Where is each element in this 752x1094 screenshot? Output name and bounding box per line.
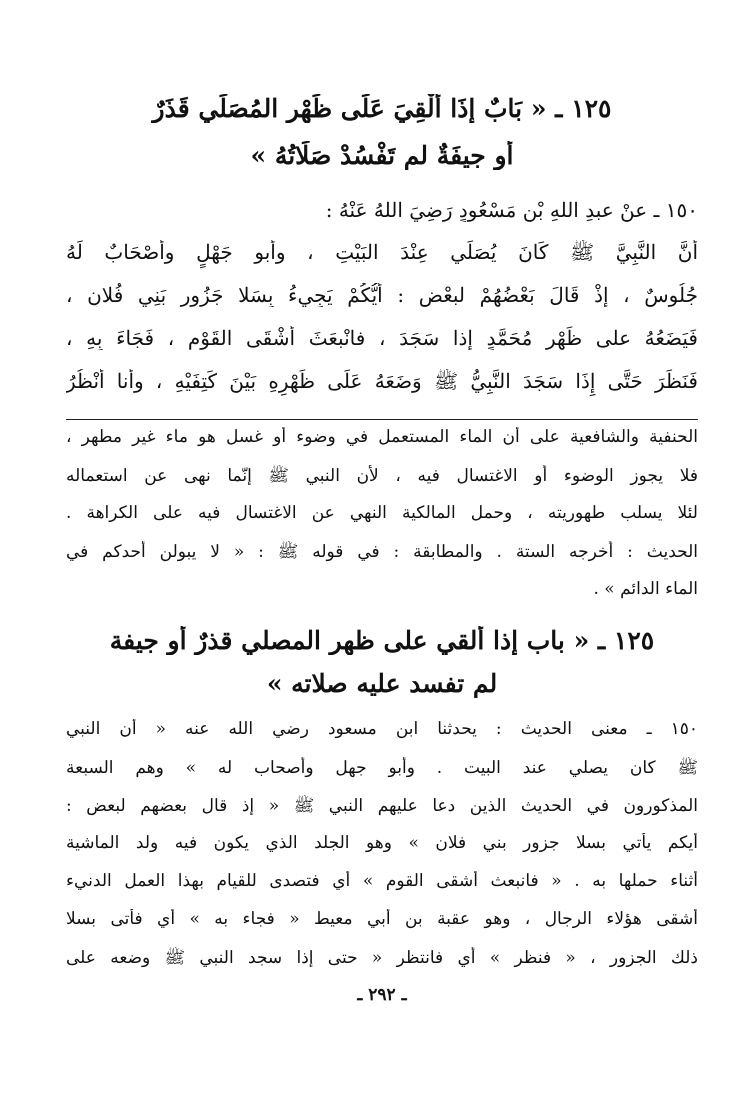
hadith-line: فَنَظَرَ حَتَّى إِذَا سَجَدَ النَّبِيُّ ﷺ وَضَعَهُ عَلَى ظَهْرِهِ بَيْنَ كَتِفَيْهِ ، وأنا أَنْظُرُ (66, 369, 698, 393)
page-number: ـ ٢٩٢ ـ (357, 985, 407, 1005)
chapter-title-line-2: أو جيفَةٌ لم تَفْسُدْ صَلَاتُهُ » (250, 141, 514, 170)
commentary-line: المذكورون في الحديث الذين دعا عليهم النبي ﷺ « إذ قال بعضهم لبعض : (66, 796, 698, 816)
footnote-line: الماء الدائم » . (593, 579, 698, 599)
footnote-line: فلا يجوز الوضوء أو الاغتسال فيه ، لأن النبي ﷺ إنّما نهى عن استعماله (66, 466, 698, 486)
footnote-divider (66, 419, 698, 420)
chapter-title-line-1: ١٢٥ ـ « بَابٌ إِذَا أُلْقِيَ عَلَى ظَهْرِ المُصَلِّي قَذَرٌ (152, 94, 612, 123)
commentary-title-line-1: ١٢٥ ـ « باب إذا ألقي على ظهر المصلي قذرٌ أو جيفة (109, 626, 655, 655)
commentary-line: أيكم يأتي بسلا جزور بني فلان » وهو الجلد الذي يكون فيه ولد الماشية (66, 833, 698, 853)
footnote-line: الحديث : أخرجه الستة . والمطابقة : في قوله ﷺ : « لا يبولن أحدكم في (66, 542, 698, 562)
footnote-line: الحنفية والشافعية على أن الماء المستعمل في وضوء أو غسل هو ماء غير مطهر ، (66, 427, 698, 447)
commentary-line: ذلك الجزور ، « فنظر » أي فانتظر « حتى إذا سجد النبي ﷺ وضعه على (66, 948, 698, 968)
hadith-line: أَنَّ النَّبِيَّ ﷺ كَانَ يُصَلِّي عِنْدَ البَيْتِ ، وأبو جَهْلٍ وأصْحَابٌ لَهُ (66, 240, 698, 264)
commentary-line: ﷺ كان يصلي عند البيت . وأبو جهل وأصحاب له » وهم السبعة (66, 758, 698, 778)
commentary-line: أثناء حملها به . « فانبعث أشقى القوم » أي فتصدى للقيام بهذا العمل الدنيء (66, 871, 698, 891)
hadith-intro: ١٥٠ ـ عنْ عبدِ اللهِ بْنِ مَسْعُودٍ رَضِيَ اللهُ عَنْهُ : (325, 198, 698, 222)
commentary-line: أشقى هؤلاء الرجال ، وهو عقبة بن أبي معيط « فجاء به » أي فأتى بسلا (66, 909, 698, 929)
commentary-line: ١٥٠ ـ معنى الحديث : يحدثنا ابن مسعود رضي الله عنه « أن النبي (66, 719, 698, 739)
footnote-line: لئلا يسلب طهوريته ، وحمل المالكية النهي عن الاغتسال فيه على الكراهة . (66, 503, 698, 523)
hadith-line: جُلُوسٌ ، إِذْ قَالَ بَعْضُهُمْ لبعْضٍ : أَيُّكُمْ يَجِيءُ بِسَلا جَزُورِ بَنِي فُلانٍ ، (66, 283, 698, 307)
commentary-title-line-2: لم تفسد عليه صلاته » (266, 669, 498, 698)
hadith-line: فَيَضَعُهُ على ظَهْرِ مُحَمَّدٍ إذا سَجَدَ ، فانْبعَثَ أشْقَى القَوْمِ ، فَجَاءَ بِهِ ، (66, 326, 698, 350)
